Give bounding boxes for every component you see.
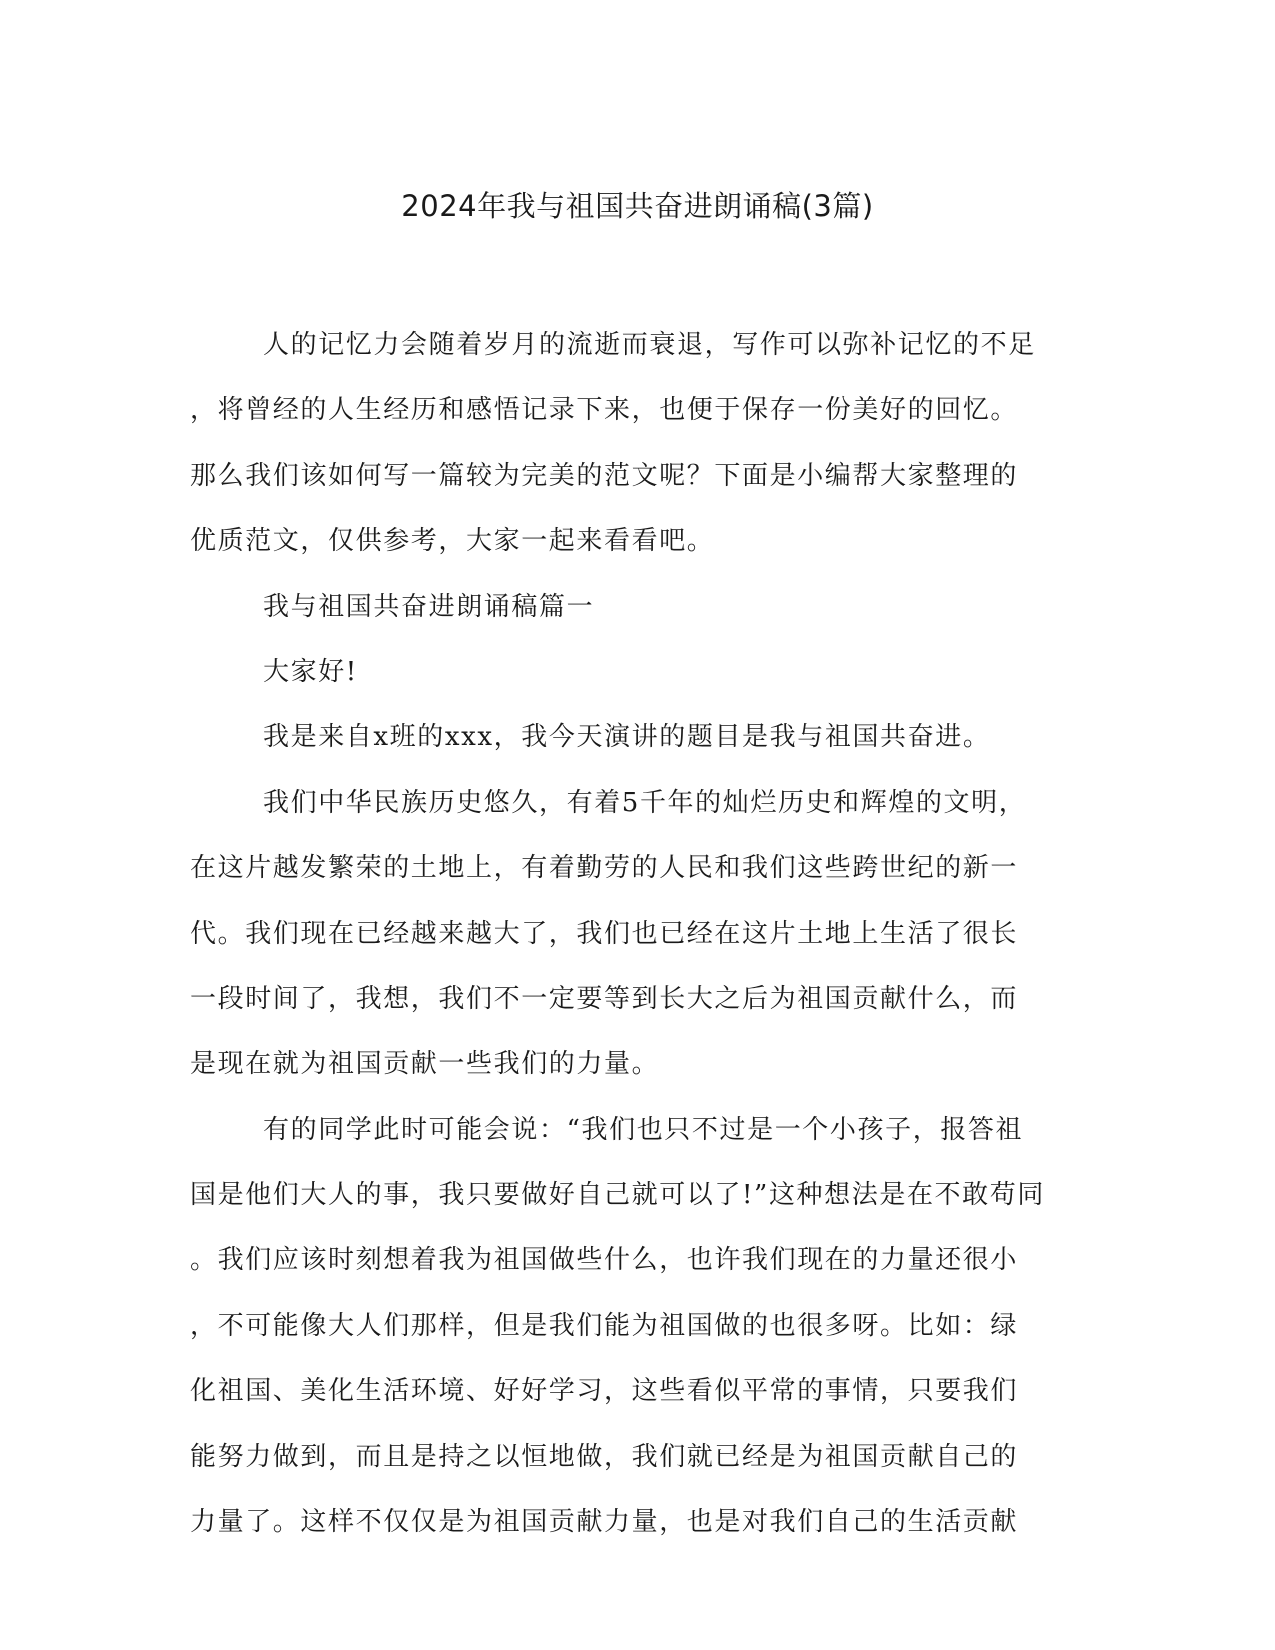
greeting-line: 大家好! xyxy=(263,656,358,687)
text-line: 力量了。这样不仅仅是为祖国贡献力量，也是对我们自己的生活贡献 xyxy=(190,1507,1019,1538)
text-line: 我是来自x班的xxx，我今天演讲的题目是我与祖国共奋进。 xyxy=(263,722,991,753)
text-line: 优质范文，仅供参考，大家一起来看看吧。 xyxy=(190,526,715,557)
text-line: 那么我们该如何写一篇较为完美的范文呢？下面是小编帮大家整理的 xyxy=(190,460,1019,491)
text-line: 国是他们大人的事，我只要做好自己就可以了!”这种想法是在不敢苟同 xyxy=(190,1180,1045,1211)
text-line: 在这片越发繁荣的土地上，有着勤劳的人民和我们这些跨世纪的新一 xyxy=(190,853,1019,884)
text-line: 一段时间了，我想，我们不一定要等到长大之后为祖国贡献什么，而 xyxy=(190,983,1019,1014)
text-line: 能努力做到，而且是持之以恒地做，我们就已经是为祖国贡献自己的 xyxy=(190,1441,1019,1472)
text-line: 我们中华民族历史悠久，有着5千年的灿烂历史和辉煌的文明， xyxy=(263,787,1027,818)
text-line: ，将曾经的人生经历和感悟记录下来，也便于保存一份美好的回忆。 xyxy=(190,395,1019,426)
text-line: 。我们应该时刻想着我为祖国做些什么，也许我们现在的力量还很小 xyxy=(190,1245,1019,1276)
document-title: 2024年我与祖国共奋进朗诵稿(3篇) xyxy=(401,189,874,223)
section-heading: 我与祖国共奋进朗诵稿篇一 xyxy=(263,591,595,622)
text-line: 是现在就为祖国贡献一些我们的力量。 xyxy=(190,1049,660,1080)
text-line: 化祖国、美化生活环境、好好学习，这些看似平常的事情，只要我们 xyxy=(190,1376,1019,1407)
text-line: 有的同学此时可能会说：“我们也只不过是一个小孩子，报答祖 xyxy=(263,1114,1024,1145)
text-line: ，不可能像大人们那样，但是我们能为祖国做的也很多呀。比如：绿 xyxy=(190,1310,1019,1341)
text-line: 人的记忆力会随着岁月的流逝而衰退，写作可以弥补记忆的不足 xyxy=(263,330,1036,360)
document-body xyxy=(190,325,1090,1567)
text-line: 代。我们现在已经越来越大了，我们也已经在这片土地上生活了很长 xyxy=(190,918,1019,949)
